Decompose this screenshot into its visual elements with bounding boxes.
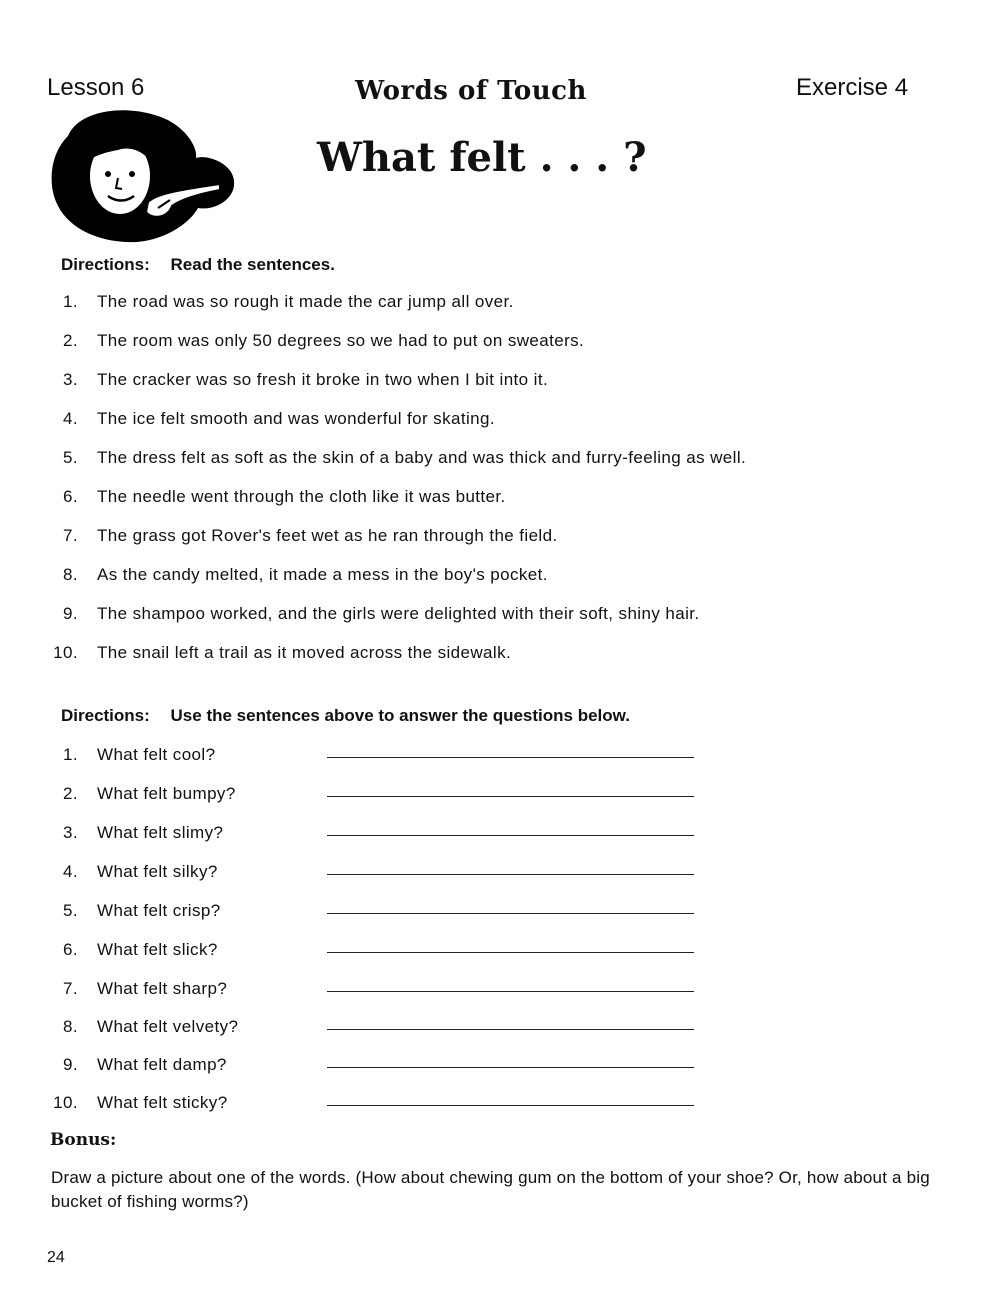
- answer-line[interactable]: [327, 913, 694, 914]
- question-text: What felt crisp?: [97, 901, 221, 920]
- sentence-item: [48, 565, 548, 585]
- directions-text: Read the sentences.: [170, 255, 335, 274]
- sentence-text: The grass got Rover's feet wet as he ran through the field.: [97, 526, 558, 545]
- sentence-text: The room was only 50 degrees so we had to put on sweaters.: [97, 331, 585, 350]
- item-number: 8.: [63, 1017, 78, 1036]
- pointing-person-illustration: [48, 106, 238, 246]
- question-text: What felt silky?: [97, 862, 218, 881]
- directions-answer: [61, 706, 630, 726]
- item-number: 2.: [63, 784, 78, 803]
- item-number: 10.: [53, 643, 78, 662]
- answer-line[interactable]: [327, 991, 694, 992]
- sentence-text: The cracker was so fresh it broke in two when I bit into it.: [97, 370, 549, 389]
- question-text: What felt sticky?: [97, 1093, 228, 1112]
- question-text: What felt bumpy?: [97, 784, 236, 803]
- sentence-text: The needle went through the cloth like it was butter.: [97, 487, 506, 506]
- directions-text: Use the sentences above to answer the questions below.: [170, 706, 630, 725]
- question-item: [48, 979, 227, 999]
- question-text: What felt velvety?: [97, 1017, 239, 1036]
- question-item: [48, 823, 223, 843]
- item-number: 9.: [63, 1055, 78, 1074]
- item-number: 9.: [63, 604, 78, 623]
- page-title: What felt . . . ?: [317, 134, 647, 181]
- answer-line[interactable]: [327, 952, 694, 953]
- page-number: 24: [47, 1249, 65, 1266]
- sentence-item: [48, 643, 511, 663]
- directions-label: Directions:: [61, 255, 150, 274]
- item-number: 5.: [63, 448, 78, 467]
- bonus-text: Draw a picture about one of the words. (How about chewing gum on the bottom of your shoe? Or, how about a big bucket of fishing worms?): [51, 1168, 930, 1211]
- question-text: What felt slimy?: [97, 823, 224, 842]
- sentence-item: [48, 331, 584, 351]
- question-item: [48, 940, 218, 960]
- question-text: What felt slick?: [97, 940, 218, 959]
- question-text: What felt sharp?: [97, 979, 228, 998]
- question-item: [48, 1055, 227, 1075]
- directions-read: [61, 255, 335, 275]
- item-number: 8.: [63, 565, 78, 584]
- question-text: What felt cool?: [97, 745, 216, 764]
- item-number: 10.: [53, 1093, 78, 1112]
- item-number: 7.: [63, 979, 78, 998]
- item-number: 5.: [63, 901, 78, 920]
- answer-line[interactable]: [327, 874, 694, 875]
- sentence-text: The snail left a trail as it moved across the sidewalk.: [97, 643, 512, 662]
- item-number: 1.: [63, 745, 78, 764]
- item-number: 6.: [63, 487, 78, 506]
- sentence-text: The dress felt as soft as the skin of a baby and was thick and furry-feeling as well.: [97, 448, 747, 467]
- question-item: [48, 745, 215, 765]
- item-number: 2.: [63, 331, 78, 350]
- sentence-item: [48, 487, 506, 507]
- item-number: 6.: [63, 940, 78, 959]
- sentence-item: [48, 604, 700, 624]
- answer-line[interactable]: [327, 796, 694, 797]
- directions-label: Directions:: [61, 706, 150, 725]
- item-number: 1.: [63, 292, 78, 311]
- sentence-item: [48, 409, 495, 429]
- item-number: 7.: [63, 526, 78, 545]
- sentence-item: [48, 448, 746, 468]
- answer-line[interactable]: [327, 757, 694, 758]
- lesson-label: Lesson 6: [47, 74, 145, 101]
- sentence-text: The road was so rough it made the car jump all over.: [97, 292, 514, 311]
- sentence-item: [48, 370, 548, 390]
- item-number: 4.: [63, 409, 78, 428]
- question-item: [48, 901, 221, 921]
- answer-line[interactable]: [327, 1029, 694, 1030]
- bonus-heading: Bonus:: [50, 1130, 117, 1150]
- sentence-item: [48, 292, 514, 312]
- answer-line[interactable]: [327, 1105, 694, 1106]
- sentence-item: [48, 526, 558, 546]
- topic-heading: Words of Touch: [355, 76, 587, 106]
- exercise-label: Exercise 4: [796, 74, 909, 101]
- answer-line[interactable]: [327, 835, 694, 836]
- answer-line[interactable]: [327, 1067, 694, 1068]
- question-item: [48, 784, 236, 804]
- question-item: [48, 1093, 228, 1113]
- question-item: [48, 1017, 238, 1037]
- question-text: What felt damp?: [97, 1055, 227, 1074]
- item-number: 4.: [63, 862, 78, 881]
- sentence-text: As the candy melted, it made a mess in the boy's pocket.: [97, 565, 548, 584]
- item-number: 3.: [63, 823, 78, 842]
- question-item: [48, 862, 218, 882]
- sentence-text: The ice felt smooth and was wonderful for skating.: [97, 409, 495, 428]
- sentence-text: The shampoo worked, and the girls were delighted with their soft, shiny hair.: [97, 604, 700, 623]
- item-number: 3.: [63, 370, 78, 389]
